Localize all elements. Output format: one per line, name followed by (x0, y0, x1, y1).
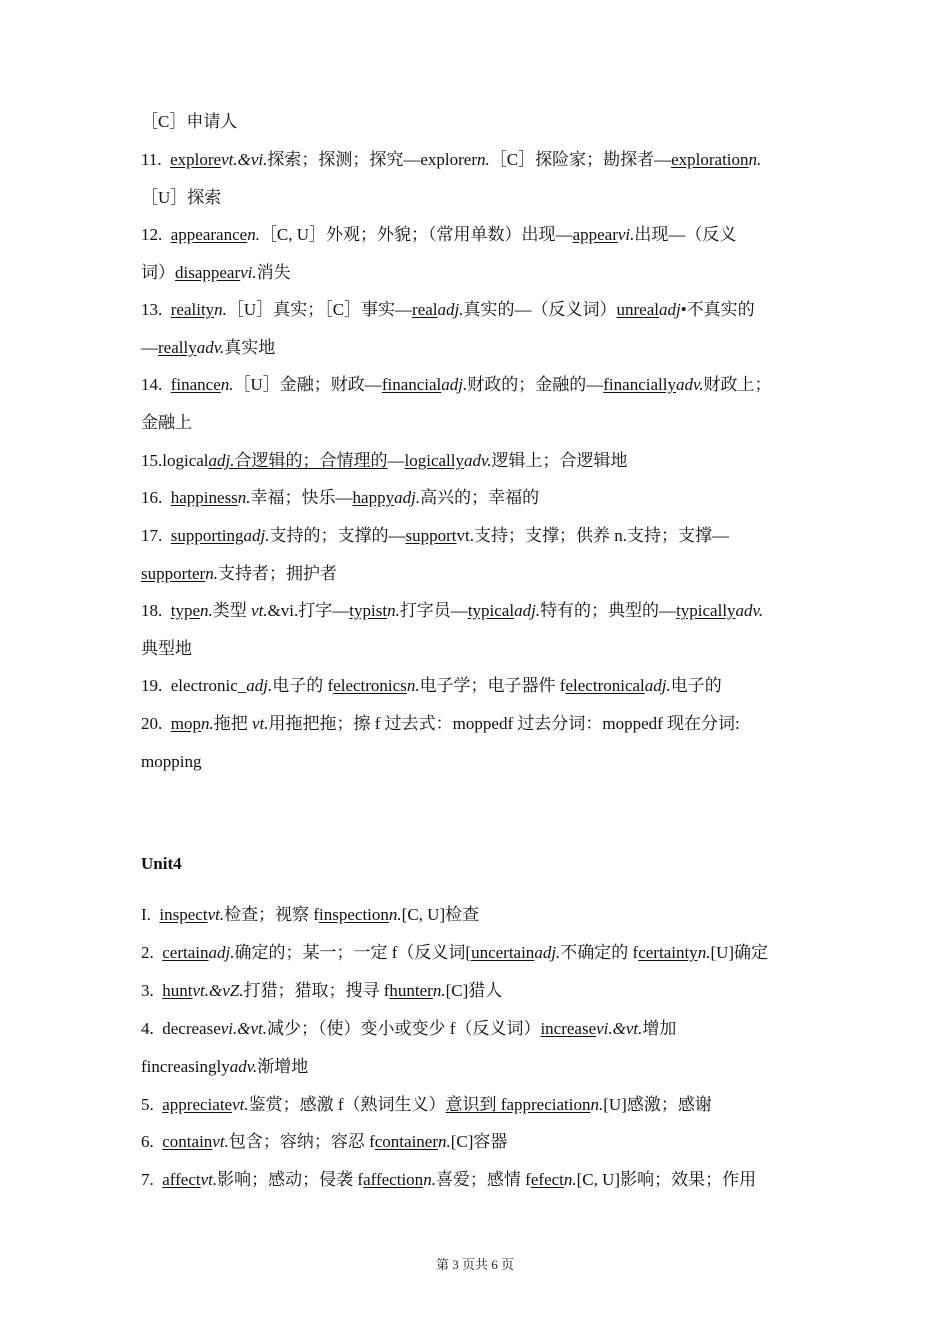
text-segment: 逻辑上；合逻辑地 (491, 451, 628, 470)
underlined-term: type (170, 601, 201, 620)
underlined-term: financially (603, 375, 676, 394)
part-of-speech: n. (432, 981, 446, 1000)
text-segment: 19. electronic_ (141, 676, 247, 695)
text-segment: 幸福；快乐— (250, 488, 353, 507)
underlined-term: happy (352, 488, 395, 507)
underlined-term: affection (363, 1170, 424, 1189)
text-segment: 减少；（使）变小或变少 f（反义词） (267, 1019, 541, 1038)
underlined-term: unreal (616, 300, 659, 319)
underlined-term: really (158, 338, 197, 357)
text-segment: 确定的；某一；一定 f（反义词[ (234, 943, 472, 962)
text-segment: 检查；视察 f (224, 905, 320, 924)
underlined-term: hunter (389, 981, 433, 1000)
vocab-line (141, 979, 820, 1003)
text-segment: 5. (141, 1095, 163, 1114)
text-segment: 支持的；支撑的— (269, 526, 406, 545)
text-segment: 15.logical (141, 451, 209, 470)
part-of-speech: adj (659, 300, 681, 319)
text-segment: ［U］真实；［C］事实— (226, 300, 413, 319)
page-footer: 第 3 页共 6 页 (435, 1257, 514, 1272)
text-segment: ［C, U］外观；外貌；（常用单数）出现— (259, 225, 573, 244)
vocab-line (141, 298, 820, 322)
part-of-speech: adj. (243, 526, 270, 545)
part-of-speech: n. (387, 601, 400, 620)
part-of-speech: n. (438, 1132, 451, 1151)
text-segment: 打字员— (399, 601, 468, 620)
vocab-line (141, 486, 820, 510)
text-segment: 拖把 (213, 714, 252, 733)
text-segment: 2. (141, 943, 163, 962)
text-segment: [U]确定 (710, 943, 769, 962)
underlined-term: appearance (170, 225, 248, 244)
vocab-line (141, 373, 820, 397)
underlined-term: certainty (638, 943, 698, 962)
text-segment: 电子学；电子器件 f (419, 676, 566, 695)
part-of-speech: vi. (617, 225, 635, 244)
underlined-term: inspect (159, 905, 208, 924)
text-segment: 7. (141, 1170, 163, 1189)
vocab-line (141, 637, 820, 661)
text-segment: ［U］探索 (141, 188, 222, 207)
text-segment: 4. decrease (141, 1019, 221, 1038)
underlined-term: 意识到 f (445, 1095, 507, 1114)
text-segment: [C]容器 (450, 1132, 508, 1151)
part-of-speech: adj. (208, 943, 235, 962)
underlined-term: container (374, 1132, 438, 1151)
part-of-speech: vt. (251, 601, 268, 620)
text-segment: ［C］申请人 (141, 112, 238, 131)
vocab-line (141, 1055, 820, 1079)
part-of-speech: vt.&vZ. (192, 981, 244, 1000)
part-of-speech: adv. (463, 451, 492, 470)
text-segment: 11. (141, 150, 171, 169)
part-of-speech: adv. (675, 375, 704, 394)
underlined-term: real (412, 300, 438, 319)
text-segment: [C, U]影响；效果；作用 (576, 1170, 757, 1189)
underlined-term: uncertain (471, 943, 535, 962)
text-segment: 词） (141, 263, 175, 282)
vocab-line (141, 1017, 820, 1041)
underlined-term: logically (404, 451, 464, 470)
vocab-line (141, 110, 820, 134)
part-of-speech: adv. (735, 601, 764, 620)
underlined-term: happiness (170, 488, 238, 507)
vocab-line (141, 223, 820, 247)
text-segment: 电子的 (670, 676, 722, 695)
text-segment: 特有的；典型的— (540, 601, 677, 620)
text-segment: 鉴赏；感激 f（熟词生义） (248, 1095, 446, 1114)
part-of-speech: adj. (437, 300, 464, 319)
text-segment: 消失 (256, 263, 291, 282)
vocab-line (141, 261, 820, 285)
underlined-term: typist (349, 601, 388, 620)
vocab-line (141, 449, 820, 473)
text-segment: ［C］探险家；勘探者— (489, 150, 672, 169)
text-segment: 13. (141, 300, 171, 319)
underlined-term: typically (676, 601, 736, 620)
text-segment: 真实地 (224, 338, 276, 357)
text-segment: [C, U]检查 (401, 905, 480, 924)
text-segment: 金融上 (141, 413, 192, 432)
text-segment: 渐增地 (257, 1057, 309, 1076)
part-of-speech: adv. (196, 338, 225, 357)
part-of-speech: adj. (514, 601, 541, 620)
part-of-speech: n. (237, 488, 251, 507)
text-segment: 不确定的 f (560, 943, 639, 962)
text-segment: 12. (141, 225, 171, 244)
text-segment: 电子的 f (272, 676, 334, 695)
underlined-term: certain (162, 943, 209, 962)
part-of-speech: vt. (207, 905, 225, 924)
part-of-speech: vi.&vt. (220, 1019, 268, 1038)
text-segment: fincreasingly (141, 1057, 230, 1076)
underlined-term: disappear (175, 263, 241, 282)
text-segment: 影响；感动；侵袭 f (217, 1170, 364, 1189)
text-segment: 打猎；猎取；搜寻 f (243, 981, 390, 1000)
text-segment: mopping (141, 752, 202, 771)
part-of-speech: n. (477, 150, 490, 169)
text-segment: 增加 (642, 1019, 677, 1038)
underlined-term: electronics (333, 676, 407, 695)
vocab-line (141, 599, 820, 623)
part-of-speech: vt. (251, 714, 269, 733)
part-of-speech: n. (590, 1095, 604, 1114)
underlined-term: exploration (671, 150, 749, 169)
part-of-speech: n. (214, 300, 227, 319)
underlined-term: typical (467, 601, 515, 620)
vocab-line (141, 186, 820, 210)
part-of-speech: n. (697, 943, 711, 962)
vocab-line (141, 336, 820, 360)
underlined-term: increase (540, 1019, 597, 1038)
text-segment: ［U］金融；财政— (233, 375, 382, 394)
text-segment: [U]感激；感谢 (603, 1095, 712, 1114)
part-of-speech: n. (406, 676, 420, 695)
vocab-line (141, 750, 820, 774)
text-segment: 典型地 (141, 639, 192, 658)
text-segment: 类型 (212, 601, 252, 620)
part-of-speech: adj. (394, 488, 421, 507)
part-of-speech: n. (247, 225, 260, 244)
text-segment: 喜爱；感情 f (435, 1170, 531, 1189)
text-segment: &vi.打字— (267, 601, 350, 620)
vocab-line (141, 524, 820, 548)
underlined-term: adj. (208, 451, 235, 470)
text-segment: vt.支持；支撑；供养 n.支持；支撑— (456, 526, 729, 545)
part-of-speech: vt. (200, 1170, 218, 1189)
part-of-speech: vi.&vt. (596, 1019, 643, 1038)
part-of-speech: n. (563, 1170, 577, 1189)
vocab-line (141, 1130, 820, 1154)
underlined-term: mop (170, 714, 201, 733)
text-segment: — (387, 451, 405, 470)
vocab-line (141, 712, 820, 736)
text-segment: 支持者；拥护者 (217, 564, 337, 583)
text-segment: 17. (141, 526, 171, 545)
text-segment: 包含；容纳；容忍 f (228, 1132, 375, 1151)
text-segment: 18. (141, 601, 171, 620)
text-segment: 6. (141, 1132, 163, 1151)
part-of-speech: n. (200, 601, 213, 620)
part-of-speech: n. (200, 714, 214, 733)
part-of-speech: adv. (229, 1057, 258, 1076)
vocab-line (141, 1168, 820, 1192)
underlined-term: explore (170, 150, 222, 169)
part-of-speech: adj. (246, 676, 273, 695)
part-of-speech: vi. (240, 263, 257, 282)
vocab-line (141, 1093, 820, 1117)
underlined-term: affect (162, 1170, 201, 1189)
underlined-term: finance (170, 375, 221, 394)
vocab-line (141, 411, 820, 435)
underlined-term: appreciation (506, 1095, 591, 1114)
text-segment: 14. (141, 375, 171, 394)
part-of-speech: n. (388, 905, 402, 924)
vocab-line (141, 903, 820, 927)
part-of-speech: vt.&vi. (221, 150, 268, 169)
text-segment: 16. (141, 488, 171, 507)
underlined-term: electronical (565, 676, 645, 695)
underlined-term: reality (170, 300, 215, 319)
part-of-speech: n. (205, 564, 218, 583)
text-segment: 20. (141, 714, 171, 733)
part-of-speech: n. (423, 1170, 436, 1189)
text-segment: [C]猎人 (445, 981, 503, 1000)
part-of-speech: n. (748, 150, 762, 169)
part-of-speech: vt. (232, 1095, 249, 1114)
text-segment: 出现—（反义 (634, 225, 737, 244)
underlined-term: 合逻辑的；合情理的 (234, 451, 388, 470)
text-segment: 高兴的；幸福的 (420, 488, 540, 507)
part-of-speech: vt. (212, 1132, 229, 1151)
unit-heading: Unit4 (141, 854, 182, 873)
underlined-term: appear (572, 225, 618, 244)
part-of-speech: adj. (644, 676, 671, 695)
underlined-term: appreciate (162, 1095, 233, 1114)
text-segment: 真实的—（反义词） (463, 300, 617, 319)
text-segment: 3. (141, 981, 163, 1000)
underlined-term: supporter (141, 564, 206, 583)
text-segment: 探索；探测；探究—explorer (267, 150, 478, 169)
text-segment: 财政的；金融的— (467, 375, 604, 394)
text-segment: •不真实的 (680, 300, 755, 319)
vocab-line (141, 941, 820, 965)
vocab-line (141, 562, 820, 586)
underlined-term: supporting (170, 526, 244, 545)
underlined-term: hunt (162, 981, 193, 1000)
text-segment: 财政上； (703, 375, 772, 394)
underlined-term: efect (530, 1170, 564, 1189)
vocab-line (141, 674, 820, 698)
underlined-term: financial (381, 375, 442, 394)
part-of-speech: adj. (441, 375, 468, 394)
part-of-speech: n. (220, 375, 234, 394)
underlined-term: contain (162, 1132, 213, 1151)
underlined-term: support (405, 526, 457, 545)
text-segment: 用拖把拖；擦 f 过去式：moppedf 过去分词：moppedf 现在分词: (268, 714, 740, 733)
part-of-speech: adj. (534, 943, 561, 962)
text-segment: I. (141, 905, 160, 924)
text-segment: — (141, 338, 158, 357)
vocab-line (141, 148, 820, 172)
underlined-term: inspection (319, 905, 389, 924)
